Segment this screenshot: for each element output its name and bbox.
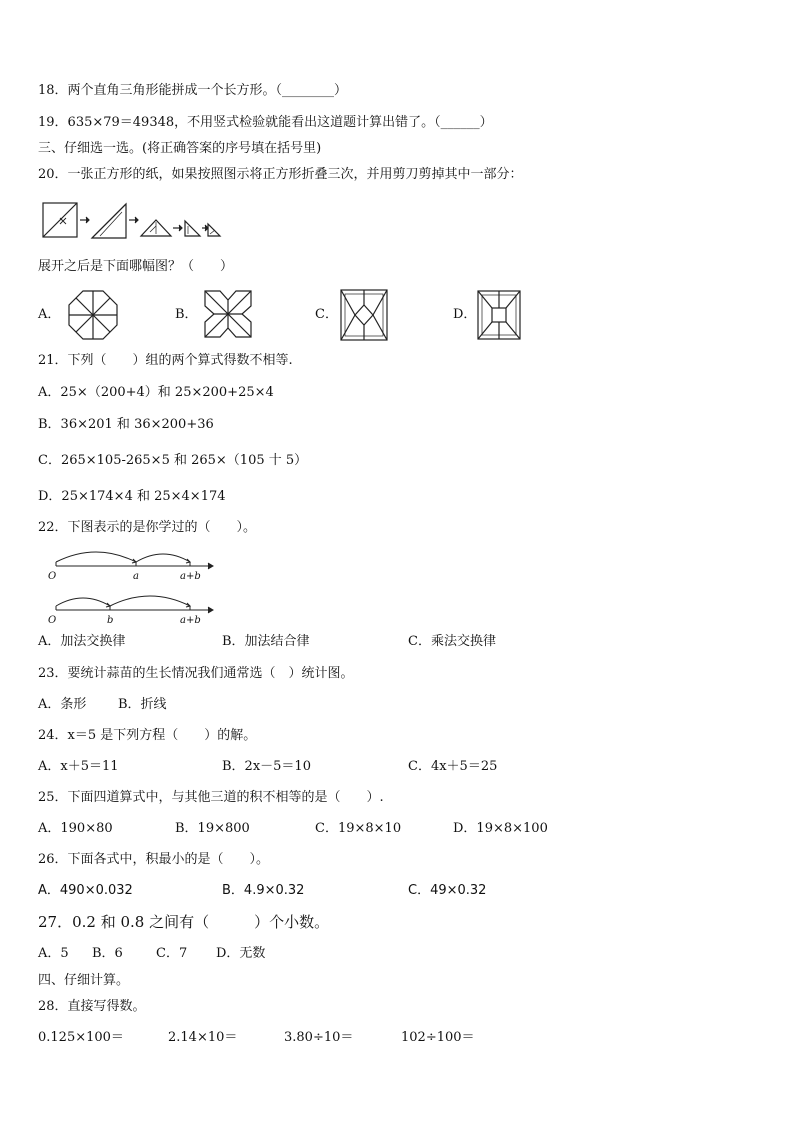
q22-option-b: B．加法结合律 xyxy=(222,634,310,649)
q21-option-d: D．25×174×4 和 25×4×174 xyxy=(38,489,226,504)
q21-option-c: C．265×105-265×5 和 265×（105 十 5） xyxy=(38,453,308,468)
question-24: 24．x＝5 是下列方程（ ）的解。 xyxy=(38,728,257,743)
q27-option-a: A．5 xyxy=(38,946,69,961)
a-label: a xyxy=(133,571,139,582)
q20-option-a-label: A． xyxy=(38,307,61,322)
number-line-diagram xyxy=(40,542,220,626)
question-21: 21．下列（ ）组的两个算式得数不相等. xyxy=(38,353,293,368)
question-20-prompt: 展开之后是下面哪幅图？（ ） xyxy=(38,259,234,274)
question-26: 26．下面各式中，积最小的是（ ）。 xyxy=(38,852,270,867)
q28-item-3: 3.80÷10＝ xyxy=(284,1030,354,1045)
x-shape-option-figure xyxy=(204,290,252,338)
q25-option-a: A．190×80 xyxy=(38,821,113,836)
b-label: b xyxy=(107,615,114,626)
question-27: 27．0.2 和 0.8 之间有（ ）个小数。 xyxy=(38,913,330,931)
origin-label-top: O xyxy=(48,571,57,582)
q28-item-1: 0.125×100＝ xyxy=(38,1030,124,1045)
q28-item-2: 2.14×10＝ xyxy=(168,1030,238,1045)
q26-option-b: B．4.9×0.32 xyxy=(222,883,305,898)
section-4-heading: 四、仔细计算。 xyxy=(38,973,130,988)
q24-option-c: C．4x＋5＝25 xyxy=(408,759,498,774)
q22-option-a: A．加法交换律 xyxy=(38,634,126,649)
q24-option-a: A．x＋5＝11 xyxy=(38,759,119,774)
q27-option-c: C．7 xyxy=(156,946,188,961)
q21-option-a: A．25×（200+4）和 25×200+25×4 xyxy=(38,385,274,400)
q21-option-b: B．36×201 和 36×200+36 xyxy=(38,417,214,432)
q25-option-d: D．19×8×100 xyxy=(453,821,548,836)
q27-option-b: B．6 xyxy=(92,946,123,961)
square-diamond-option-figure xyxy=(340,289,388,341)
folding-sequence-figure xyxy=(40,200,220,244)
q25-option-b: B．19×800 xyxy=(175,821,250,836)
question-19: 19．635×79＝49348，不用竖式检验就能看出这道题计算出错了。（______） xyxy=(38,115,493,130)
q26-option-c: C．49×0.32 xyxy=(408,883,487,898)
question-20: 20．一张正方形的纸，如果按照图示将正方形折叠三次，并用剪刀剪掉其中一部分： xyxy=(38,167,523,182)
q24-option-b: B．2x－5＝10 xyxy=(222,759,311,774)
question-25: 25．下面四道算式中，与其他三道的积不相等的是（ ）. xyxy=(38,790,384,805)
q28-item-4: 102÷100＝ xyxy=(401,1030,475,1045)
q26-option-a: A．490×0.032 xyxy=(38,883,133,898)
a-plus-b-label-bottom: a+b xyxy=(180,615,201,626)
question-22: 22．下图表示的是你学过的（ ）。 xyxy=(38,520,257,535)
section-3-heading: 三、仔细选一选。(将正确答案的序号填在括号里) xyxy=(38,141,322,156)
q23-option-a: A．条形 xyxy=(38,697,87,712)
origin-label-bottom: O xyxy=(48,615,57,626)
question-23: 23．要统计蒜苗的生长情况我们通常选（ ）统计图。 xyxy=(38,666,354,681)
square-square-option-figure xyxy=(477,290,521,340)
q20-option-d-label: D． xyxy=(453,307,477,322)
q22-option-c: C．乘法交换律 xyxy=(408,634,496,649)
q20-option-b-label: B． xyxy=(175,307,198,322)
octagon-option-figure xyxy=(68,290,118,340)
question-18: 18．两个直角三角形能拼成一个长方形。（________） xyxy=(38,83,348,98)
q20-option-c-label: C． xyxy=(315,307,338,322)
a-plus-b-label-top: a+b xyxy=(180,571,201,582)
q23-option-b: B．折线 xyxy=(118,697,167,712)
q27-option-d: D．无数 xyxy=(216,946,266,961)
q25-option-c: C．19×8×10 xyxy=(315,821,402,836)
question-28: 28．直接写得数。 xyxy=(38,999,146,1014)
